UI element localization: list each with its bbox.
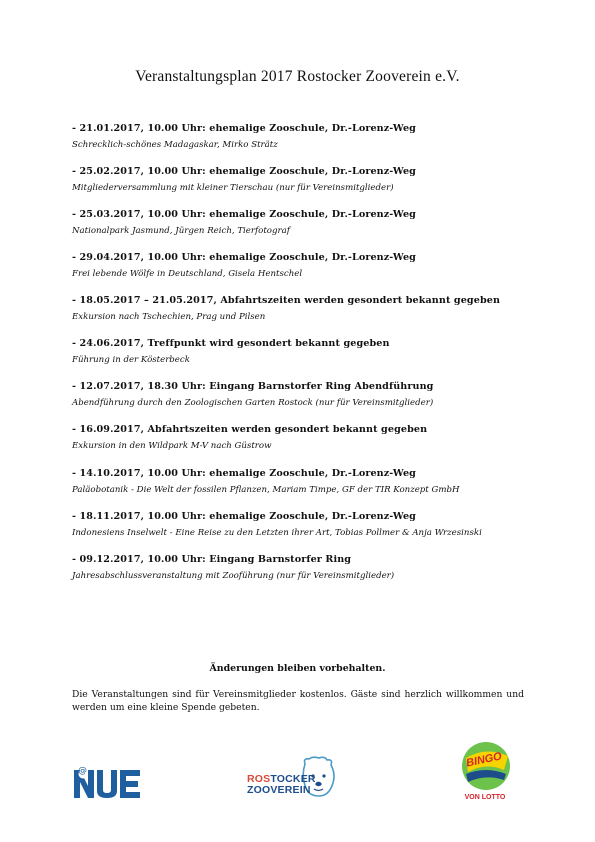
bingo-sub-text: VON LOTTO — [464, 794, 506, 801]
event-description: Abendführung durch den Zoologischen Garten Rostock (nur für Vereinsmitglieder) — [72, 398, 434, 408]
event-item — [72, 553, 532, 583]
event-description: Mitgliederversammlung mit kleiner Tierschau (nur für Vereinsmitglieder) — [72, 183, 394, 193]
event-item — [72, 165, 532, 195]
event-item — [72, 510, 532, 540]
event-item — [72, 380, 532, 410]
event-description: Führung in der Kösterbeck — [72, 355, 190, 365]
event-heading: - 18.11.2017, 10.00 Uhr: ehemalige Zooschule, Dr.-Lorenz-Weg — [72, 511, 416, 522]
event-description: Jahresabschlussveranstaltung mit Zooführung (nur für Vereinsmitglieder) — [72, 571, 395, 581]
event-heading: - 24.06.2017, Treffpunkt wird gesondert bekannt gegeben — [72, 338, 390, 349]
event-description: Exkursion nach Tschechien, Prag und Pilsen — [72, 312, 266, 322]
event-heading: - 09.12.2017, 10.00 Uhr: Eingang Barnstorfer Ring — [72, 554, 352, 565]
event-list — [72, 122, 532, 596]
info-paragraph: Die Veranstaltungen sind für Vereinsmitglieder kostenlos. Gäste sind herzlich willkommen und werden um eine kleine Spende gebeten. — [72, 689, 524, 713]
event-heading: - 18.05.2017 – 21.05.2017, Abfahrtszeiten werden gesondert bekannt gegeben — [72, 295, 501, 306]
event-item — [72, 294, 532, 324]
event-description: Nationalpark Jasmund, Jürgen Reich, Tierfotograf — [72, 226, 290, 236]
page-title: Veranstaltungsplan 2017 Rostocker Zooverein e.V. — [135, 68, 460, 85]
event-heading: - 12.07.2017, 18.30 Uhr: Eingang Barnstorfer Ring Abendführung — [72, 381, 434, 392]
event-item — [72, 337, 532, 367]
event-description: Frei lebende Wölfe in Deutschland, Gisela Hentschel — [72, 269, 303, 279]
bingo-text: BINGO — [465, 750, 503, 770]
changes-note: Änderungen bleiben vorbehalten. — [209, 663, 386, 674]
zoo-logo-line1: ROSTOCKER — [247, 773, 316, 785]
zoo-logo-line2: ZOOVEREIN — [247, 784, 311, 796]
zooverein-logo — [247, 756, 347, 804]
event-description: Paläobotanik - Die Welt der fossilen Pflanzen, Mariam Timpe, GF der TIR Konzept GmbH — [72, 485, 460, 495]
event-description: Schrecklich-schönes Madagaskar, Mirko Strätz — [72, 140, 278, 150]
event-heading: - 14.10.2017, 10.00 Uhr: ehemalige Zooschule, Dr.-Lorenz-Weg — [72, 468, 416, 479]
event-heading: - 25.02.2017, 10.00 Uhr: ehemalige Zooschule, Dr.-Lorenz-Weg — [72, 166, 416, 177]
event-description: Indonesiens Inselwelt - Eine Reise zu den Letzten ihrer Art, Tobias Pollmer & Anja Wrzesinski — [72, 528, 482, 538]
event-heading: - 16.09.2017, Abfahrtszeiten werden gesondert bekannt gegeben — [72, 424, 428, 435]
event-heading: - 25.03.2017, 10.00 Uhr: ehemalige Zooschule, Dr.-Lorenz-Weg — [72, 209, 416, 220]
event-description: Exkursion in den Wildpark M-V nach Güstrow — [72, 441, 272, 451]
event-item — [72, 423, 532, 453]
event-heading: - 21.01.2017, 10.00 Uhr: ehemalige Zooschule, Dr.-Lorenz-Weg — [72, 123, 416, 134]
event-item — [72, 467, 532, 497]
nue-logo — [72, 766, 142, 800]
event-item — [72, 208, 532, 238]
event-item — [72, 122, 532, 152]
bingo-logo — [452, 740, 516, 804]
event-heading: - 29.04.2017, 10.00 Uhr: ehemalige Zooschule, Dr.-Lorenz-Weg — [72, 252, 416, 263]
nue-at-sign: @ — [78, 766, 87, 776]
event-item — [72, 251, 532, 281]
